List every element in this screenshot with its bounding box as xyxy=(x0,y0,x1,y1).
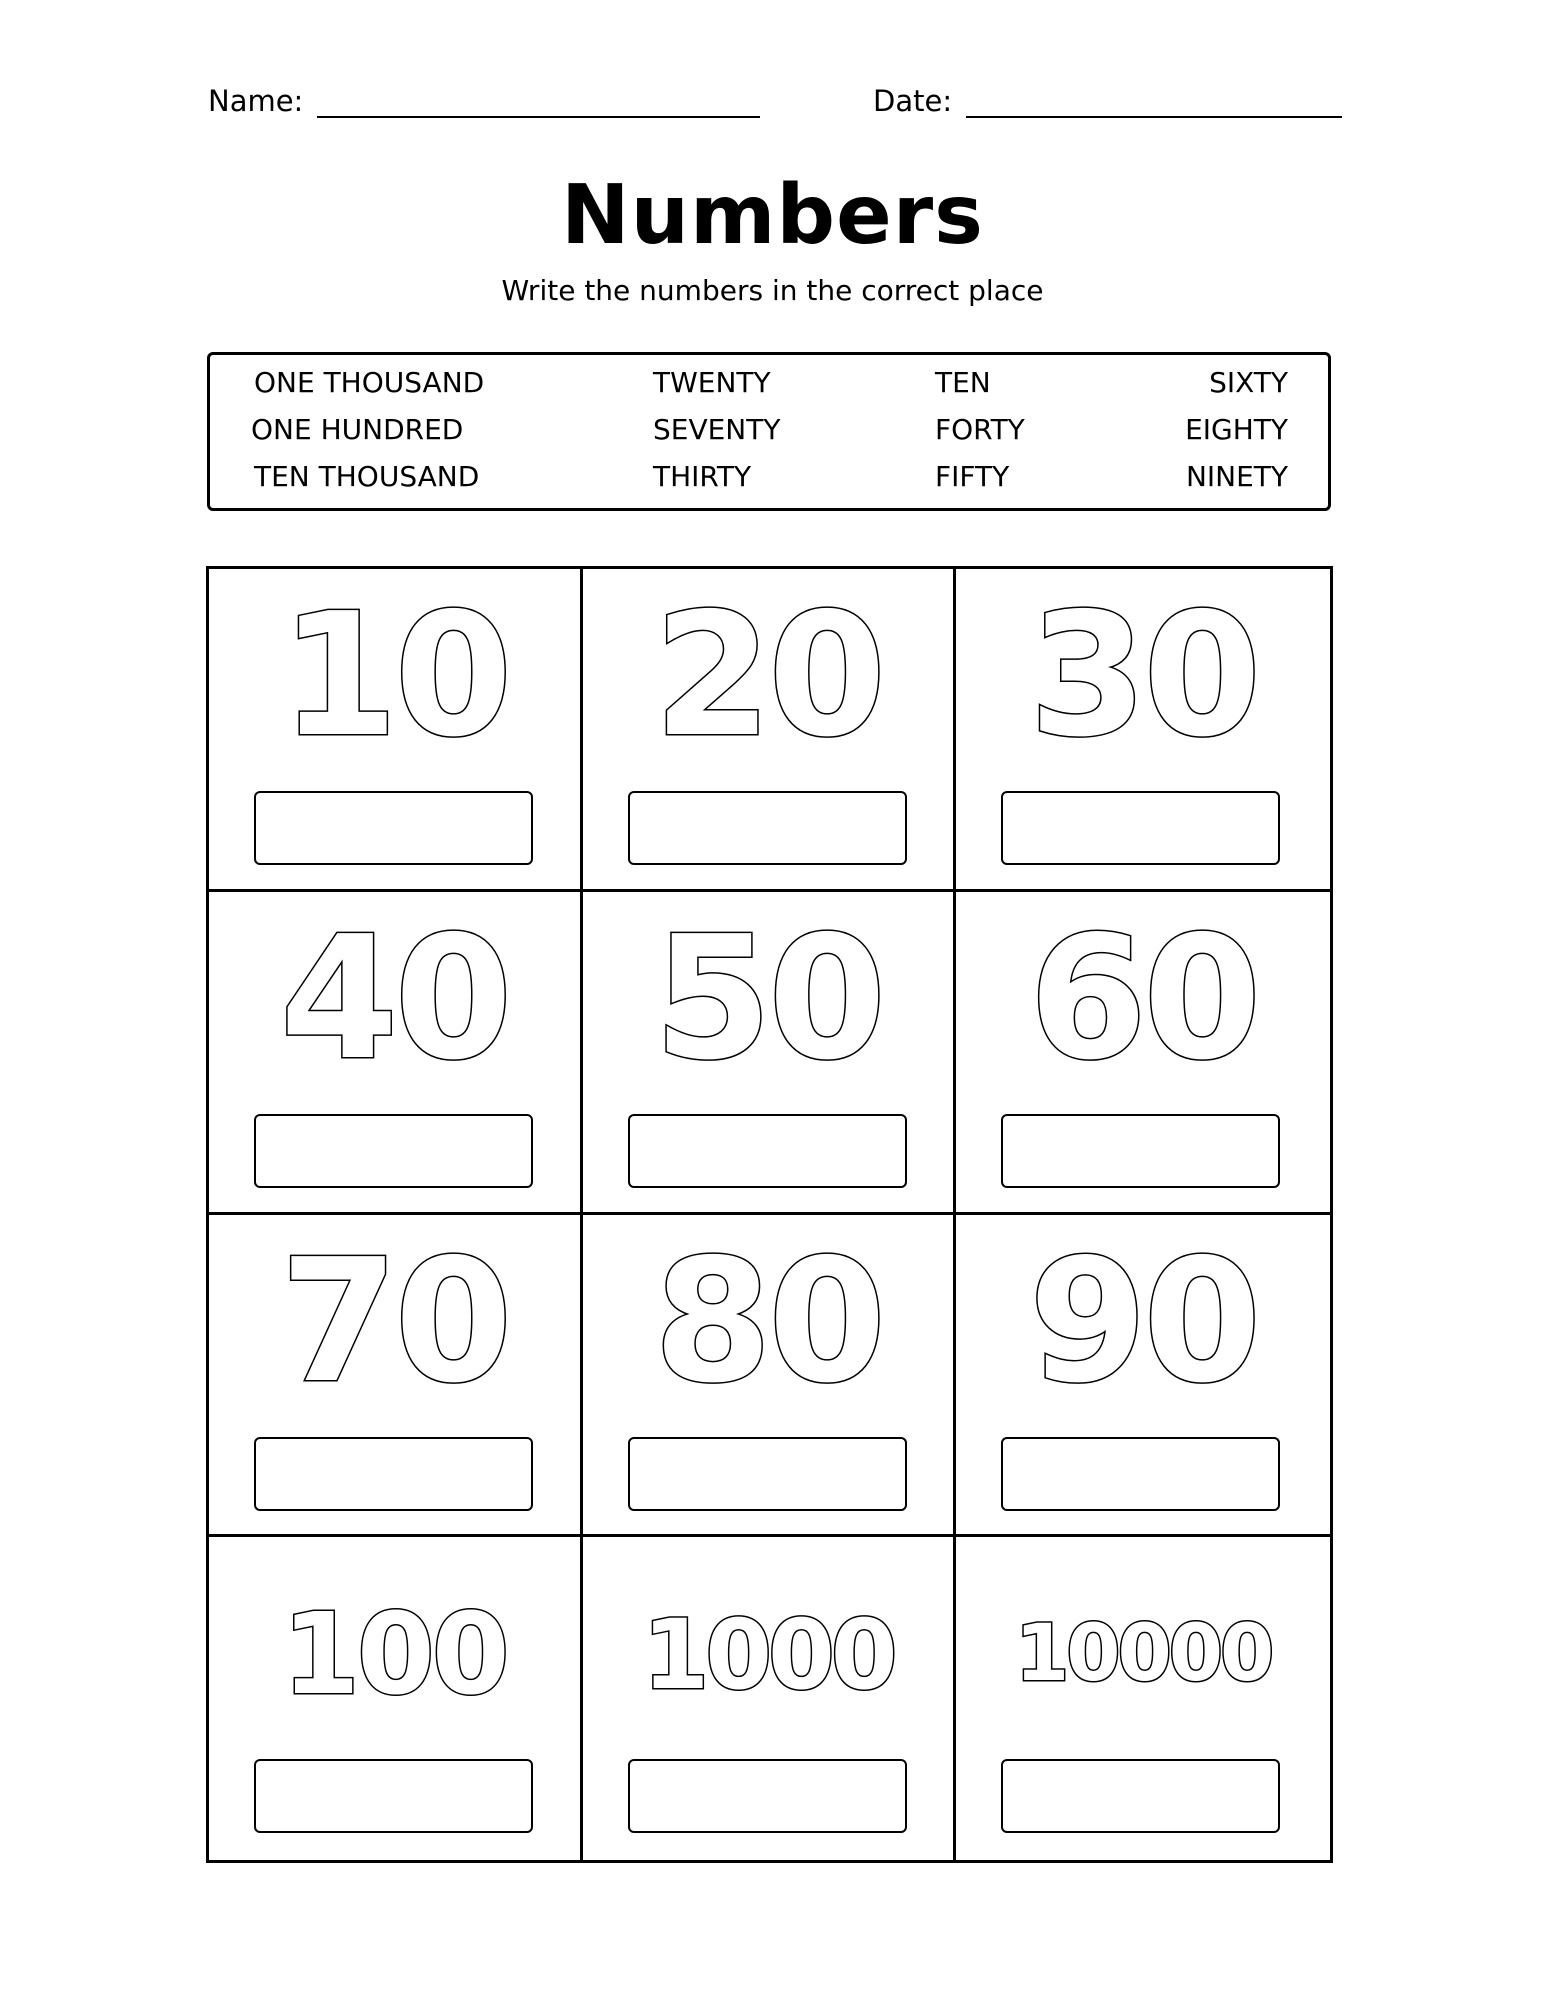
answer-box[interactable] xyxy=(1001,1437,1280,1511)
word-bank-item: EIGHTY xyxy=(1185,413,1288,446)
date-write-line[interactable] xyxy=(966,92,1342,118)
page-title: Numbers xyxy=(560,168,984,263)
name-label: Name: xyxy=(208,84,304,118)
outlined-number: 100 xyxy=(281,1590,507,1721)
outlined-number: 90 xyxy=(1028,1222,1258,1421)
word-bank xyxy=(207,352,1331,511)
word-bank-item: ONE THOUSAND xyxy=(254,366,485,399)
date-field-row xyxy=(873,84,1342,118)
outlined-number: 40 xyxy=(280,899,509,1098)
name-field-row xyxy=(208,84,760,118)
outlined-number: 10 xyxy=(280,577,509,775)
answer-box[interactable] xyxy=(254,1759,533,1833)
number-cell xyxy=(583,1537,957,1860)
number-cell xyxy=(209,1537,583,1860)
outlined-number: 50 xyxy=(653,899,883,1098)
number-cell xyxy=(583,1215,957,1538)
answer-box[interactable] xyxy=(1001,1114,1280,1188)
number-cell xyxy=(956,1215,1330,1538)
answer-box[interactable] xyxy=(254,1114,533,1188)
word-bank-item: TEN xyxy=(935,366,991,399)
outlined-number: 10000 xyxy=(1014,1609,1272,1700)
answer-box[interactable] xyxy=(254,791,533,865)
word-bank-item: FIFTY xyxy=(935,460,1010,493)
word-bank-item: TWENTY xyxy=(653,366,771,399)
word-bank-item: ONE HUNDRED xyxy=(251,413,464,446)
answer-box[interactable] xyxy=(254,1437,533,1511)
answer-box[interactable] xyxy=(628,1437,907,1511)
number-cell xyxy=(583,569,957,892)
answer-box[interactable] xyxy=(628,1759,907,1833)
answer-box[interactable] xyxy=(1001,791,1280,865)
number-cell xyxy=(209,892,583,1215)
word-bank-item: TEN THOUSAND xyxy=(254,460,480,493)
number-cell xyxy=(209,1215,583,1538)
word-bank-item: FORTY xyxy=(935,413,1025,446)
outlined-number: 1000 xyxy=(642,1599,894,1712)
answer-box[interactable] xyxy=(1001,1759,1280,1833)
answer-box[interactable] xyxy=(628,1114,907,1188)
name-write-line[interactable] xyxy=(317,92,760,118)
number-cell xyxy=(956,569,1330,892)
answer-box[interactable] xyxy=(628,791,907,865)
number-cell xyxy=(209,569,583,892)
number-cell xyxy=(956,1537,1330,1860)
word-bank-item: SIXTY xyxy=(1209,366,1288,399)
page-instructions: Write the numbers in the correct place xyxy=(501,274,1044,307)
numbers-grid xyxy=(206,566,1333,1863)
number-cell xyxy=(956,892,1330,1215)
outlined-number: 60 xyxy=(1028,899,1258,1098)
outlined-number: 80 xyxy=(653,1222,883,1421)
date-label: Date: xyxy=(873,84,953,118)
number-cell xyxy=(583,892,957,1215)
word-bank-item: SEVENTY xyxy=(653,413,781,446)
outlined-number: 20 xyxy=(653,577,883,775)
outlined-number: 70 xyxy=(280,1222,509,1421)
word-bank-item: THIRTY xyxy=(653,460,752,493)
outlined-number: 30 xyxy=(1028,577,1258,775)
word-bank-item: NINETY xyxy=(1185,460,1288,493)
